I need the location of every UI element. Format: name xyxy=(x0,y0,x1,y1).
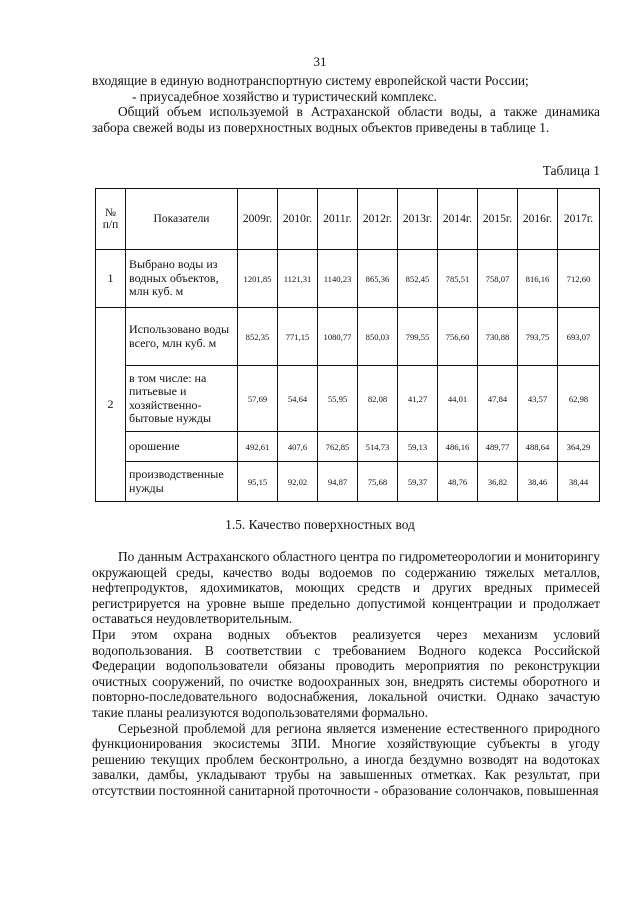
page-number: 31 xyxy=(313,54,327,69)
value-cell: 492,61 xyxy=(238,432,278,462)
value-cell: 514,73 xyxy=(358,432,398,462)
value-cell: 693,07 xyxy=(558,308,600,366)
value-cell: 38,46 xyxy=(518,462,558,502)
value-cell: 793,75 xyxy=(518,308,558,366)
value-cell: 62,98 xyxy=(558,366,600,432)
water-usage-table xyxy=(95,188,600,502)
header-cell: Показатели xyxy=(126,189,238,250)
value-cell: 82,08 xyxy=(358,366,398,432)
value-cell: 852,45 xyxy=(398,250,438,308)
table-row xyxy=(96,250,600,308)
value-cell: 785,51 xyxy=(438,250,478,308)
value-cell: 36,82 xyxy=(478,462,518,502)
row-number: 1 xyxy=(96,250,126,308)
table-row xyxy=(96,308,600,366)
value-cell: 730,88 xyxy=(478,308,518,366)
value-cell: 44,01 xyxy=(438,366,478,432)
value-cell: 799,55 xyxy=(398,308,438,366)
header-cell: 2009г. xyxy=(238,189,278,250)
value-cell: 486,16 xyxy=(438,432,478,462)
value-cell: 47,84 xyxy=(478,366,518,432)
header-cell: 2016г. xyxy=(518,189,558,250)
row-label: Использовано воды всего, млн куб. м xyxy=(126,308,238,366)
table-row xyxy=(96,366,600,432)
value-cell: 756,60 xyxy=(438,308,478,366)
row-label: орошение xyxy=(126,432,238,462)
body-text xyxy=(92,549,600,799)
value-cell: 43,57 xyxy=(518,366,558,432)
value-cell: 762,85 xyxy=(318,432,358,462)
value-cell: 865,36 xyxy=(358,250,398,308)
value-cell: 94,87 xyxy=(318,462,358,502)
value-cell: 1121,31 xyxy=(278,250,318,308)
header-cell: 2013г. xyxy=(398,189,438,250)
value-cell: 771,15 xyxy=(278,308,318,366)
value-cell: 59,37 xyxy=(398,462,438,502)
value-cell: 488,64 xyxy=(518,432,558,462)
header-cell: 2010г. xyxy=(278,189,318,250)
header-cell: 2011г. xyxy=(318,189,358,250)
value-cell: 55,95 xyxy=(318,366,358,432)
value-cell: 489,77 xyxy=(478,432,518,462)
value-cell: 75,68 xyxy=(358,462,398,502)
value-cell: 95,15 xyxy=(238,462,278,502)
value-cell: 407,6 xyxy=(278,432,318,462)
intro-line: входящие в единую воднотранспортную систему европейской части России; xyxy=(92,73,529,88)
header-cell: № п/п xyxy=(96,189,126,250)
header-cell: 2015г. xyxy=(478,189,518,250)
value-cell: 1140,23 xyxy=(318,250,358,308)
value-cell: 57,69 xyxy=(238,366,278,432)
value-cell: 850,03 xyxy=(358,308,398,366)
value-cell: 816,16 xyxy=(518,250,558,308)
table-row xyxy=(96,432,600,462)
row-label: Выбрано воды из водных объектов, млн куб. м xyxy=(126,250,238,308)
paragraph: По данным Астраханского областного центра по гидрометеорологии и мониторингу окружающей среды, качество воды водоемов по содержанию тяжелых металлов, нефтепродуктов, ядохимикатов, моющих средств и других вредных примесей регистрируется на уровне выше предельно допустимой концентрации и продолжает оставаться неудовлетворительным. xyxy=(92,549,600,627)
header-cell: 2014г. xyxy=(438,189,478,250)
row-label: в том числе: на питьевые и хозяйственно-бытовые нужды xyxy=(126,366,238,432)
value-cell: 38,44 xyxy=(558,462,600,502)
section-heading: 1.5. Качество поверхностных вод xyxy=(225,517,415,532)
value-cell: 364,29 xyxy=(558,432,600,462)
value-cell: 41,27 xyxy=(398,366,438,432)
value-cell: 712,60 xyxy=(558,250,600,308)
table-row xyxy=(96,462,600,502)
paragraph: Серьезной проблемой для региона является изменение естественного природного функционирования экосистемы ЗПИ. Многие хозяйствующие субъекты в угоду решению текущих проблем бесконтрольно, а иногда бездумно возводят на водотоках завалки, дамбы, укладывают трубы на завышенных отметках. Как результат, при отсутствии постоянной санитарной проточности - образование солончаков, повышенная xyxy=(92,720,600,798)
header-cell: 2017г. xyxy=(558,189,600,250)
header-cell: 2012г. xyxy=(358,189,398,250)
intro-block xyxy=(92,73,600,135)
value-cell: 92,02 xyxy=(278,462,318,502)
value-cell: 1080,77 xyxy=(318,308,358,366)
row-number: 2 xyxy=(96,308,126,502)
table-caption: Таблица 1 xyxy=(542,163,600,178)
value-cell: 54,64 xyxy=(278,366,318,432)
bullet-item: - приусадебное хозяйство и туристический комплекс. xyxy=(132,88,437,104)
value-cell: 59,13 xyxy=(398,432,438,462)
value-cell: 852,35 xyxy=(238,308,278,366)
value-cell: 758,07 xyxy=(478,250,518,308)
intro-paragraph: Общий объем используемой в Астраханской области воды, а также динамика забора свежей воды из поверхностных водных объектов приведены в таблице 1. xyxy=(92,104,600,135)
value-cell: 1201,85 xyxy=(238,250,278,308)
row-label: производственные нужды xyxy=(126,462,238,502)
value-cell: 48,76 xyxy=(438,462,478,502)
paragraph: При этом охрана водных объектов реализуется через механизм условий водопользования. В соответствии с требованием Водного кодекса Российской Федерации водопользователи обязаны проводить мероприятия по реконструкции очистных сооружений, по очистке водоохранных зон, внедрять системы оборотного и повторно-последовательного водоснабжения, локальной очистки. Однако зачастую такие планы реализуются водопользователями формально. xyxy=(92,626,600,720)
table-header-row xyxy=(96,189,600,250)
